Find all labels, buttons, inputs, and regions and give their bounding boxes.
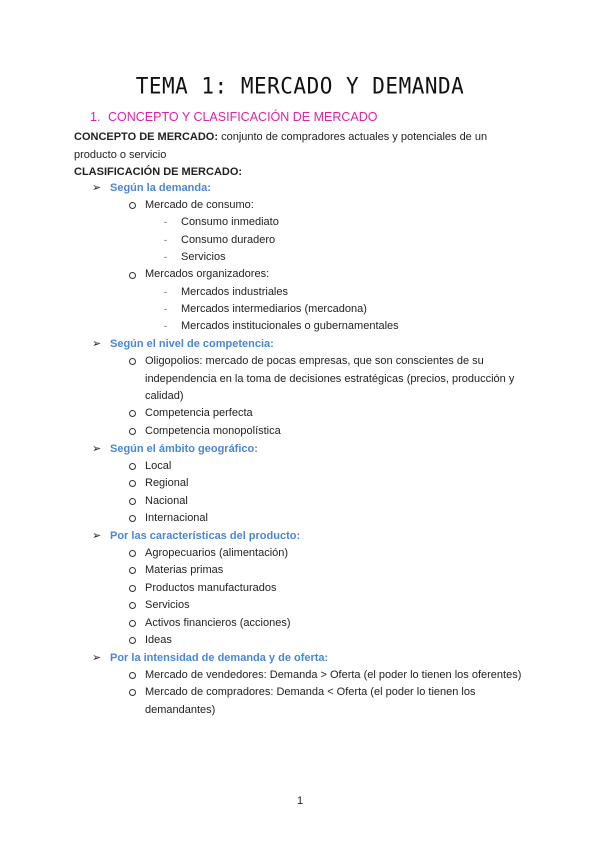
list-item: Ideas bbox=[145, 634, 172, 646]
concepto-line bbox=[74, 130, 487, 144]
circle-bullet-icon bbox=[129, 515, 136, 522]
clasificacion-label: CLASIFICACIÓN DE MERCADO: bbox=[74, 166, 243, 178]
list-item: Activos financieros (acciones) bbox=[145, 617, 291, 629]
section-heading bbox=[90, 110, 378, 124]
heading-text: CONCEPTO Y CLASIFICACIÓN DE MERCADO bbox=[108, 110, 378, 124]
list-item: Competencia perfecta bbox=[145, 407, 253, 419]
circle-bullet-icon bbox=[129, 585, 136, 592]
list-item: Oligopolios: mercado de pocas empresas, que son conscientes de su bbox=[145, 355, 484, 367]
list-item: Local bbox=[145, 460, 172, 472]
circle-bullet-icon bbox=[129, 620, 136, 627]
section-geografico-title: Según el ámbito geográfico: bbox=[110, 443, 258, 455]
list-item: Mercados industriales bbox=[181, 286, 288, 298]
circle-bullet-icon bbox=[129, 480, 136, 487]
circle-bullet-icon bbox=[129, 672, 136, 679]
circle-bullet-icon bbox=[129, 550, 136, 557]
section-competencia-title: Según el nivel de competencia: bbox=[110, 338, 274, 350]
circle-bullet-icon bbox=[129, 410, 136, 417]
page-number: 1 bbox=[296, 795, 304, 807]
list-item: Mercados institucionales o gubernamentales bbox=[181, 320, 399, 332]
list-item-continued: demandantes) bbox=[145, 704, 216, 716]
arrow-bullet-icon: ➢ bbox=[92, 652, 102, 664]
list-item: Internacional bbox=[145, 512, 208, 524]
list-item: Competencia monopolística bbox=[145, 425, 281, 437]
list-item: Materias primas bbox=[145, 564, 224, 576]
arrow-bullet-icon: ➢ bbox=[92, 530, 102, 542]
list-item-continued: calidad) bbox=[145, 390, 184, 402]
circle-bullet-icon bbox=[129, 358, 136, 365]
section-intensidad-title: Por la intensidad de demanda y de oferta: bbox=[110, 652, 329, 664]
circle-bullet-icon bbox=[129, 463, 136, 470]
circle-bullet-icon bbox=[129, 602, 136, 609]
section-demanda-title: Según la demanda: bbox=[110, 182, 211, 194]
section-producto-title: Por las características del producto: bbox=[110, 530, 301, 542]
list-item: Servicios bbox=[145, 599, 190, 611]
concepto-text: conjunto de compradores actuales y potenciales de un bbox=[218, 131, 488, 143]
arrow-bullet-icon: ➢ bbox=[92, 338, 102, 350]
list-item: Nacional bbox=[145, 495, 188, 507]
circle-bullet-icon bbox=[129, 637, 136, 644]
list-item: Mercado de consumo: bbox=[145, 199, 254, 211]
dash-bullet-icon: - bbox=[164, 235, 167, 245]
list-item: Mercado de vendedores: Demanda > Oferta (el poder lo tienen los oferentes) bbox=[145, 669, 522, 681]
circle-bullet-icon bbox=[129, 498, 136, 505]
circle-bullet-icon bbox=[129, 428, 136, 435]
list-item: Agropecuarios (alimentación) bbox=[145, 547, 289, 559]
list-item: Productos manufacturados bbox=[145, 582, 277, 594]
dash-bullet-icon: - bbox=[164, 287, 167, 297]
list-item: Servicios bbox=[181, 251, 226, 263]
page-title: TEMA 1: MERCADO Y DEMANDA bbox=[135, 73, 465, 99]
arrow-bullet-icon: ➢ bbox=[92, 443, 102, 455]
concepto-text-continued: producto o servicio bbox=[74, 149, 167, 161]
circle-bullet-icon bbox=[129, 202, 136, 209]
circle-bullet-icon bbox=[129, 689, 136, 696]
list-item-continued: independencia en la toma de decisiones estratégicas (precios, producción y bbox=[145, 373, 515, 385]
list-item: Mercados organizadores: bbox=[145, 268, 270, 280]
heading-number: 1. bbox=[90, 110, 101, 124]
arrow-bullet-icon: ➢ bbox=[92, 182, 102, 194]
dash-bullet-icon: - bbox=[164, 217, 167, 227]
circle-bullet-icon bbox=[129, 272, 136, 279]
concepto-label: CONCEPTO DE MERCADO: bbox=[74, 131, 219, 143]
list-item: Regional bbox=[145, 477, 189, 489]
list-item: Consumo duradero bbox=[181, 234, 276, 246]
list-item: Mercado de compradores: Demanda < Oferta (el poder lo tienen los bbox=[145, 686, 476, 698]
circle-bullet-icon bbox=[129, 567, 136, 574]
dash-bullet-icon: - bbox=[164, 304, 167, 314]
dash-bullet-icon: - bbox=[164, 252, 167, 262]
list-item: Consumo inmediato bbox=[181, 216, 279, 228]
dash-bullet-icon: - bbox=[164, 321, 167, 331]
list-item: Mercados intermediarios (mercadona) bbox=[181, 303, 367, 315]
